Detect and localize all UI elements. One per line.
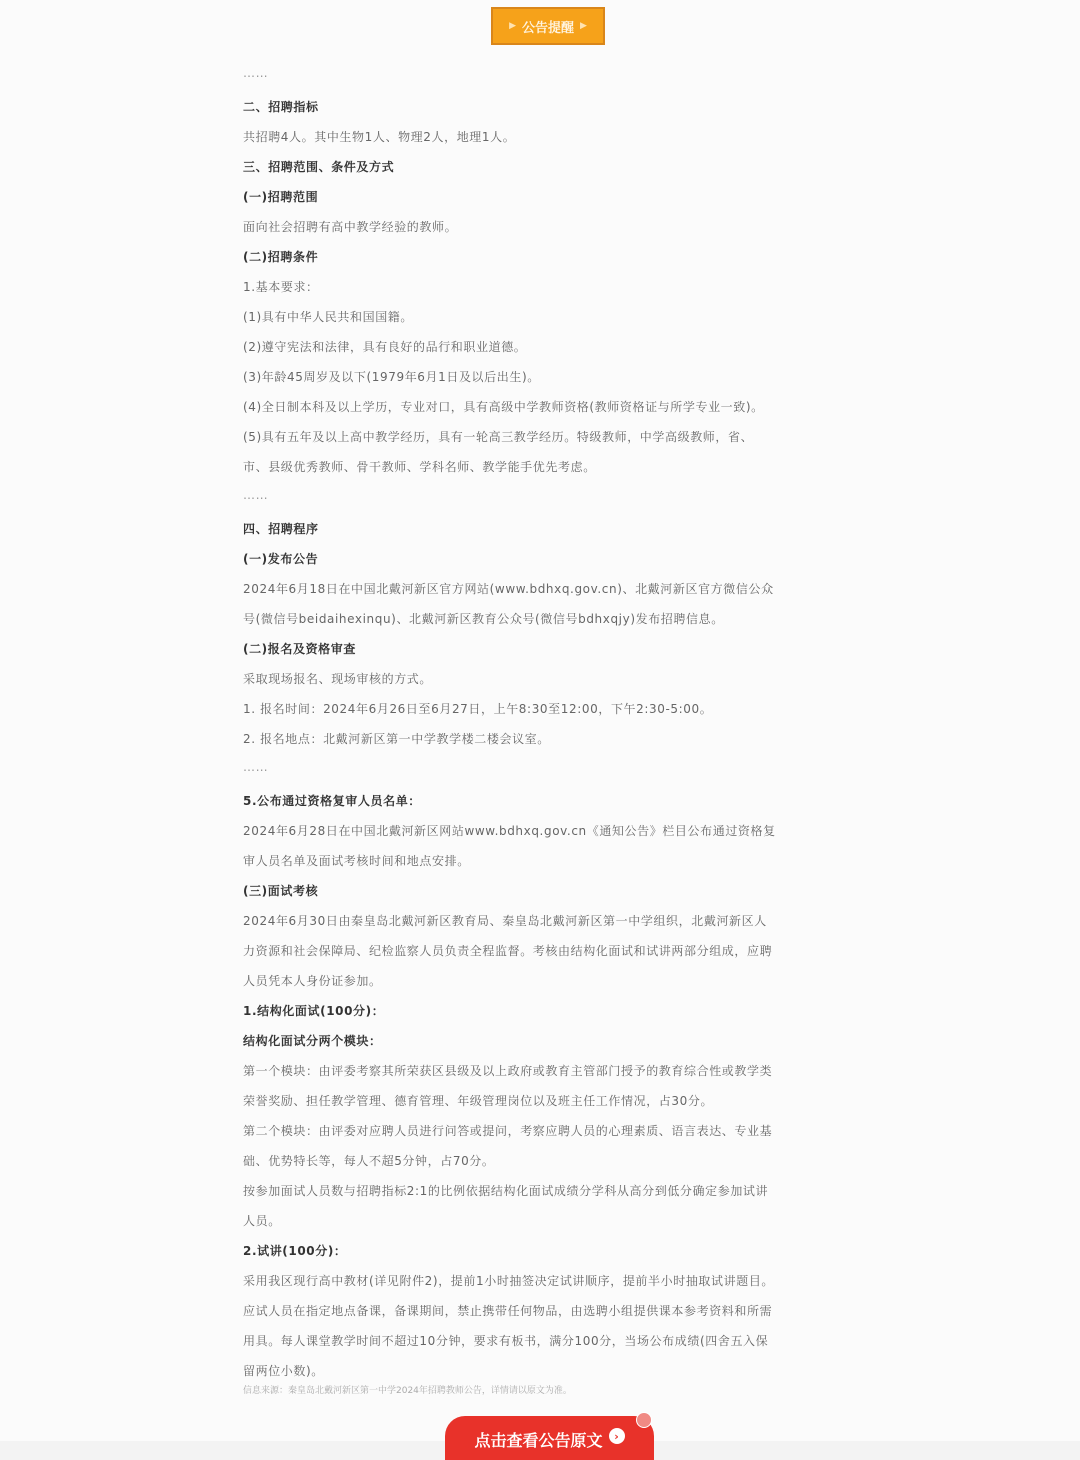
paragraph-line: 第二个模块：由评委对应聘人员进行问答或提问，考察应聘人员的心理素质、语言表达、专业基 [243, 1124, 773, 1138]
paragraph-line: 1. 报名时间：2024年6月26日至6月27日，上午8:30至12:00，下午2:30-5:00。 [243, 702, 713, 716]
paragraph-line: 2. 报名地点：北戴河新区第一中学教学楼二楼会议室。 [243, 732, 550, 746]
section-heading: 四、招聘程序 [243, 522, 319, 536]
paragraph-line: (2)遵守宪法和法律，具有良好的品行和职业道德。 [243, 340, 527, 354]
article-body [243, 60, 855, 1386]
paragraph-line: 2024年6月28日在中国北戴河新区网站www.bdhxq.gov.cn《通知公告》栏目公布通过资格复 [243, 824, 776, 838]
notice-badge-label: 公告提醒 [521, 20, 574, 36]
paragraph-line: 市、县级优秀教师、骨干教师、学科名师、教学能手优先考虑。 [243, 460, 596, 474]
section-heading: 二、招聘指标 [243, 100, 319, 114]
section-heading: 结构化面试分两个模块： [243, 1034, 382, 1048]
arrow-right-icon: › [609, 1428, 625, 1444]
triangle-right-icon: ▶ [580, 21, 587, 31]
paragraph-line: 审人员名单及面试考核时间和地点安排。 [243, 854, 470, 868]
omission-mark: …… [243, 488, 269, 502]
source-footnote: 信息来源：秦皇岛北戴河新区第一中学2024年招聘教师公告，详情请以原文为准。 [243, 1386, 572, 1396]
paragraph-line: 按参加面试人员数与招聘指标2:1的比例依据结构化面试成绩分学科从高分到低分确定参加试讲 [243, 1184, 769, 1198]
paragraph-line: (3)年龄45周岁及以下(1979年6月1日及以后出生)。 [243, 370, 540, 384]
paragraph-line: 2024年6月30日由秦皇岛北戴河新区教育局、秦皇岛北戴河新区第一中学组织，北戴河新区人 [243, 914, 767, 928]
section-heading: (二)报名及资格审查 [243, 642, 356, 656]
omission-mark: …… [243, 66, 269, 80]
paragraph-line: 荣誉奖励、担任教学管理、德育管理、年级管理岗位以及班主任工作情况，占30分。 [243, 1094, 714, 1108]
section-heading: 2.试讲(100分)： [243, 1244, 347, 1258]
section-heading: (三)面试考核 [243, 884, 319, 898]
paragraph-line: 力资源和社会保障局、纪检监察人员负责全程监督。考核由结构化面试和试讲两部分组成，应聘 [243, 944, 773, 958]
paragraph-line: 共招聘4人。其中生物1人、物理2人，地理1人。 [243, 130, 516, 144]
paragraph-line: 采取现场报名、现场审核的方式。 [243, 672, 433, 686]
view-original-label: 点击查看公告原文 [474, 1431, 603, 1450]
paragraph-line: 2024年6月18日在中国北戴河新区官方网站(www.bdhxq.gov.cn)、北戴河新区官方微信公众 [243, 582, 774, 596]
section-heading: 5.公布通过资格复审人员名单： [243, 794, 421, 808]
notification-dot [636, 1412, 652, 1428]
paragraph-line: 号(微信号beidaihexinqu)、北戴河新区教育公众号(微信号bdhxqjy)发布招聘信息。 [243, 612, 724, 626]
paragraph-line: 面向社会招聘有高中教学经验的教师。 [243, 220, 458, 234]
section-heading: 三、招聘范围、条件及方式 [243, 160, 395, 174]
notice-badge [491, 7, 605, 45]
paragraph-line: 人员。 [243, 1214, 281, 1228]
paragraph-line: 采用我区现行高中教材(详见附件2)，提前1小时抽签决定试讲顺序，提前半小时抽取试讲题目。 [243, 1274, 775, 1288]
paragraph-line: 应试人员在指定地点备课，备课期间，禁止携带任何物品，由选聘小组提供课本参考资料和所需 [243, 1304, 773, 1318]
view-original-button[interactable] [445, 1416, 654, 1460]
paragraph-line: (5)具有五年及以上高中教学经历，具有一轮高三教学经历。特级教师，中学高级教师，省、 [243, 430, 754, 444]
section-heading: (二)招聘条件 [243, 250, 319, 264]
omission-mark: …… [243, 760, 269, 774]
paragraph-line: 础、优势特长等，每人不超5分钟，占70分。 [243, 1154, 495, 1168]
section-heading: 1.结构化面试(100分)： [243, 1004, 385, 1018]
triangle-right-icon: ▶ [509, 21, 516, 31]
section-heading: (一)发布公告 [243, 552, 319, 566]
paragraph-line: 第一个模块：由评委考察其所荣获区县级及以上政府或教育主管部门授予的教育综合性或教学类 [243, 1064, 773, 1078]
section-heading: (一)招聘范围 [243, 190, 319, 204]
paragraph-line: (1)具有中华人民共和国国籍。 [243, 310, 413, 324]
paragraph-line: 留两位小数)。 [243, 1364, 324, 1378]
paragraph-line: 人员凭本人身份证参加。 [243, 974, 382, 988]
paragraph-line: 用具。每人课堂教学时间不超过10分钟，要求有板书，满分100分，当场公布成绩(四舍五入保 [243, 1334, 769, 1348]
paragraph-line: (4)全日制本科及以上学历，专业对口，具有高级中学教师资格(教师资格证与所学专业一致)。 [243, 400, 764, 414]
paragraph-line: 1.基本要求： [243, 280, 319, 294]
